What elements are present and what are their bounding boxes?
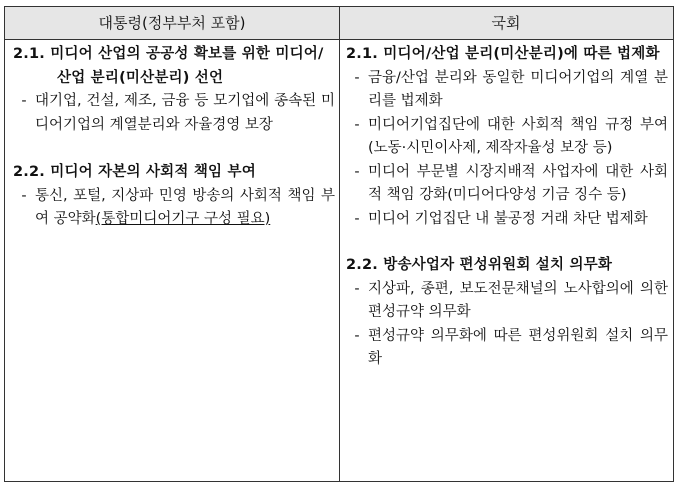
list-item [346, 67, 668, 114]
header-assembly: 국회 [491, 14, 521, 32]
dash-bullet: - [354, 280, 360, 297]
header-president: 대통령(정부부처 포함) [98, 14, 246, 32]
list-item-text [35, 185, 335, 232]
dash-bullet: - [354, 116, 360, 133]
assembly-column [346, 43, 668, 372]
dash-bullet: - [354, 327, 360, 344]
list-item [346, 161, 668, 208]
dash-bullet: - [354, 69, 360, 86]
list-item [346, 114, 668, 161]
dash-bullet: - [21, 187, 27, 204]
list-item-text: 미디어 기업집단 내 불공정 거래 차단 법제화 [368, 210, 648, 227]
right-section-2-1-title: 2.1. 미디어/산업 분리(미산분리)에 따른 법제화 [346, 46, 660, 62]
left-section-2-1-title-line1: 2.1. 미디어 산업의 공공성 확보를 위한 미디어/ [13, 46, 324, 62]
column-divider [339, 7, 340, 481]
left-section-2-1-title [13, 43, 335, 90]
list-item-text: 미디어기업집단에 대한 사회적 책임 규정 부여(노동·시민이사제, 제작자율성 보장 등) [368, 116, 668, 156]
left-section-2-1-title-line2: 산업 분리(미산분리) 선언 [57, 69, 224, 86]
dash-bullet: - [21, 93, 27, 109]
list-item-text: 지상파, 종편, 보도전문채널의 노사합의에 의한 편성규약 의무화 [368, 280, 668, 320]
comparison-table [4, 6, 674, 482]
list-item [13, 90, 335, 137]
president-column [13, 43, 335, 232]
list-item-text: 대기업, 건설, 제조, 금융 등 모기업에 종속된 미디어기업의 계열분리와 자율경영 보장 [35, 93, 335, 133]
list-item [346, 208, 668, 232]
list-item [346, 278, 668, 325]
list-item [346, 325, 668, 372]
list-item-text: 편성규약 의무화에 따른 편성위원회 설치 의무화 [368, 327, 668, 367]
left-section-2-2-title: 2.2. 미디어 자본의 사회적 책임 부여 [13, 164, 256, 180]
list-item-text-plain: 통신, 포털, 지상파 민영 방송의 사회적 책임 부여 공약화 [35, 187, 335, 227]
right-section-2-2-title: 2.2. 방송사업자 편성위원회 설치 의무화 [346, 257, 613, 273]
list-item [13, 185, 335, 232]
list-item-text-underlined: (통합미디어기구 구성 필요) [95, 211, 271, 227]
dash-bullet: - [354, 210, 360, 227]
dash-bullet: - [354, 163, 360, 180]
list-item-text: 미디어 부문별 시장지배적 사업자에 대한 사회적 책임 강화(미디어다양성 기금 징수 등) [368, 163, 668, 203]
list-item-text: 금융/산업 분리와 동일한 미디어기업의 계열 분리를 법제화 [368, 69, 668, 109]
